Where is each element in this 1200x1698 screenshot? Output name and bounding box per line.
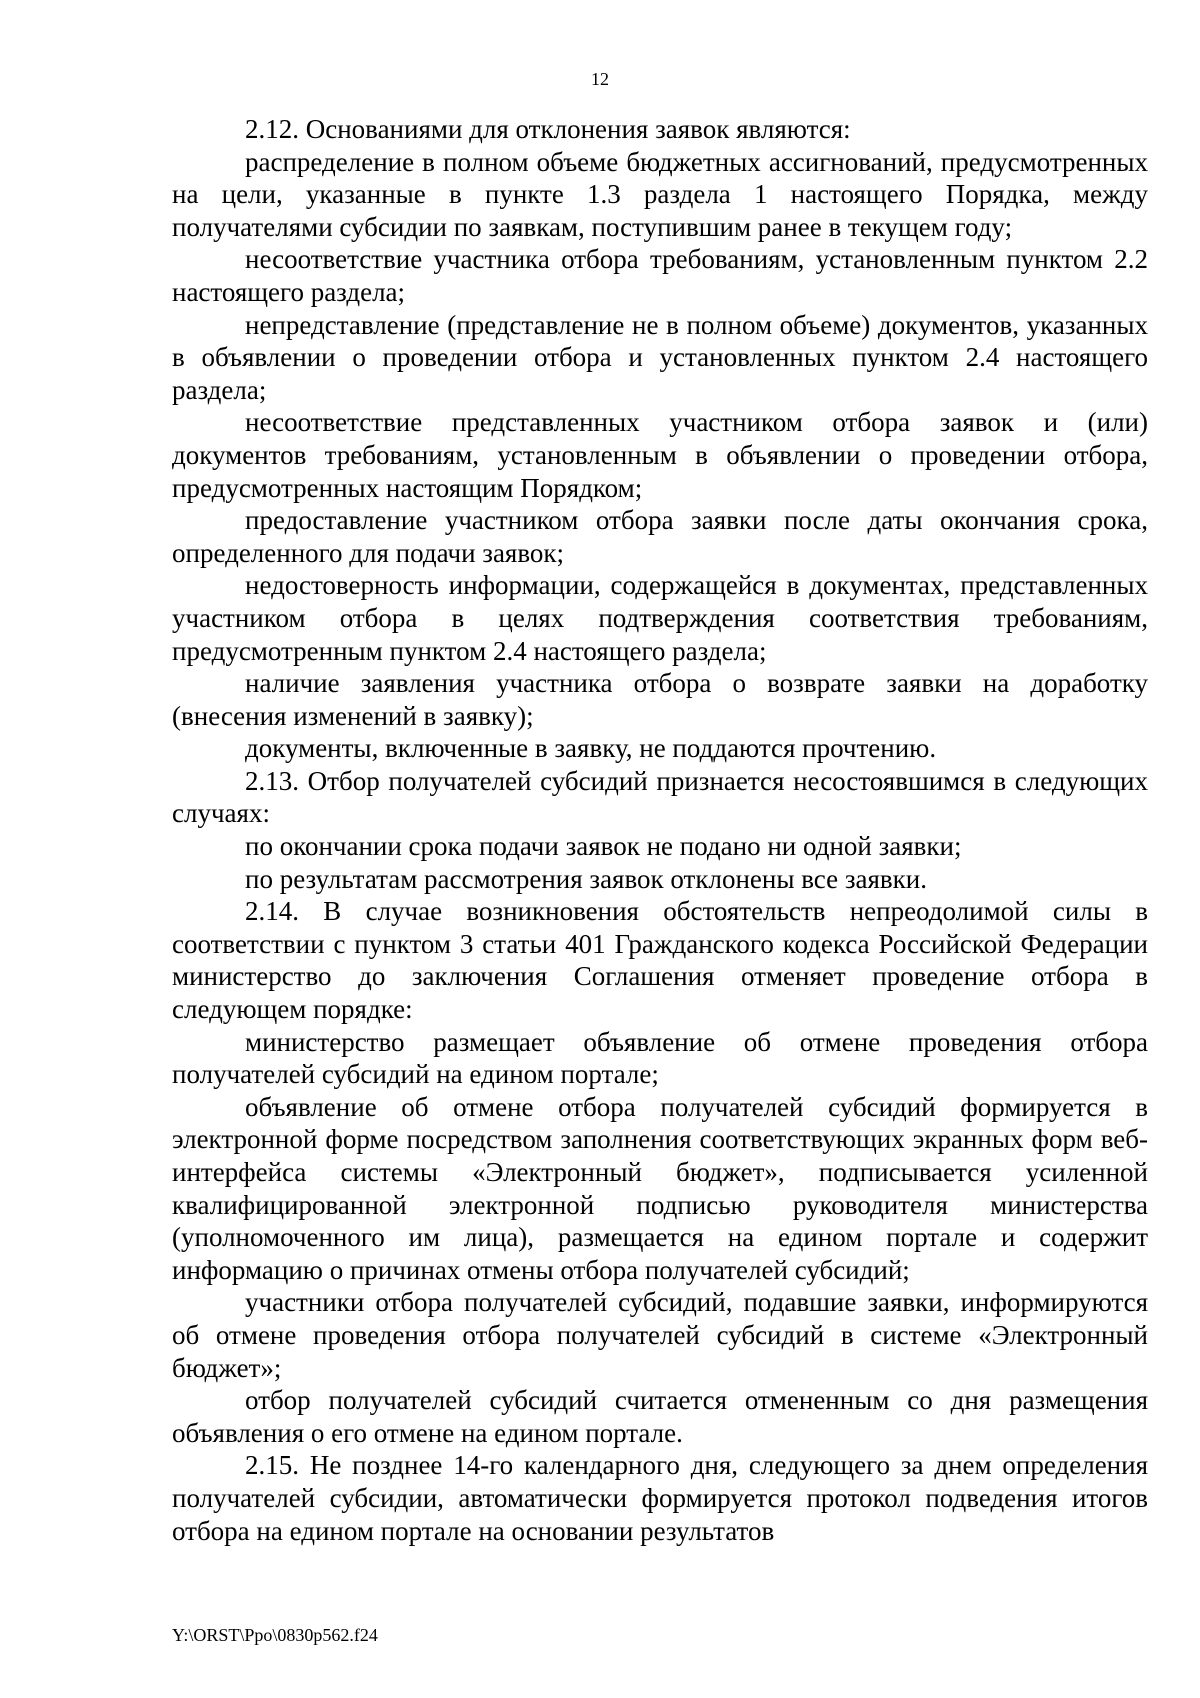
paragraph: 2.12. Основаниями для отклонения заявок являются:	[245, 114, 851, 144]
paragraph: объявление об отмене отбора получателей субсидий формируется в электронной форме посредством заполнения соответствующих экранных форм веб-интерфейса системы «Электронный бюджет», подписывается усиленной квалифицированной электронной подписью руководителя министерства (уполномоченного им лица), размещается на едином портале и содержит информацию о причинах отмены отбора получателей субсидий;	[172, 1091, 1148, 1285]
paragraph: участники отбора получателей субсидий, подавшие заявки, информируются об отмене проведения отбора получателей субсидий в системе «Электронный бюджет»;	[172, 1287, 1148, 1383]
paragraph: по окончании срока подачи заявок не подано ни одной заявки;	[245, 831, 962, 862]
page-number: 12	[591, 69, 609, 89]
footer-file-path: Y:\ORST\Ppo\0830p562.f24	[172, 1625, 378, 1645]
paragraph: непредставление (представление не в полном объеме) документов, указанных в объявлении о проведении отбора и установленных пунктом 2.4 настоящего раздела;	[172, 309, 1148, 405]
paragraph: 2.13. Отбор получателей субсидий признается несостоявшимся в следующих случаях:	[172, 765, 1148, 829]
paragraph: предоставление участником отбора заявки после даты окончания срока, определенного для подачи заявок;	[172, 505, 1148, 568]
paragraph: несоответствие представленных участником отбора заявок и (или) документов требованиям, установленным в объявлении о проведении отбора, предусмотренных настоящим Порядком;	[172, 407, 1148, 503]
paragraph: документы, включенные в заявку, не поддаются прочтению.	[245, 733, 937, 764]
document-body	[172, 113, 1148, 1547]
paragraph: отбор получателей субсидий считается отмененным со дня размещения объявления о его отмене на едином портале.	[172, 1385, 1148, 1448]
paragraph: недостоверность информации, содержащейся в документах, представленных участником отбора в целях подтверждения соответствия требованиям, предусмотренным пунктом 2.4 настоящего раздела;	[172, 570, 1148, 666]
paragraph: наличие заявления участника отбора о возврате заявки на доработку (внесения изменений в заявку);	[172, 668, 1148, 731]
paragraph: министерство размещает объявление об отмене проведения отбора получателей субсидий на едином портале;	[172, 1026, 1148, 1090]
paragraph: несоответствие участника отбора требованиям, установленным пунктом 2.2 настоящего раздела;	[172, 244, 1148, 307]
paragraph: по результатам рассмотрения заявок отклонены все заявки.	[245, 863, 927, 894]
paragraph: 2.15. Не позднее 14-го календарного дня, следующего за днем определения получателей субсидии, автоматически формируется протокол подведения итогов отбора на едином портале на основании результатов	[172, 1450, 1148, 1546]
paragraph: распределение в полном объеме бюджетных ассигнований, предусмотренных на цели, указанные в пункте 1.3 раздела 1 настоящего Порядка, между получателями субсидии по заявкам, поступившим ранее в текущем году;	[172, 146, 1148, 242]
paragraph: 2.14. В случае возникновения обстоятельств непреодолимой силы в соответствии с пунктом 3 статьи 401 Гражданского кодекса Российской Федерации министерство до заключения Соглашения отменяет проведение отбора в следующем порядке:	[172, 896, 1148, 1025]
